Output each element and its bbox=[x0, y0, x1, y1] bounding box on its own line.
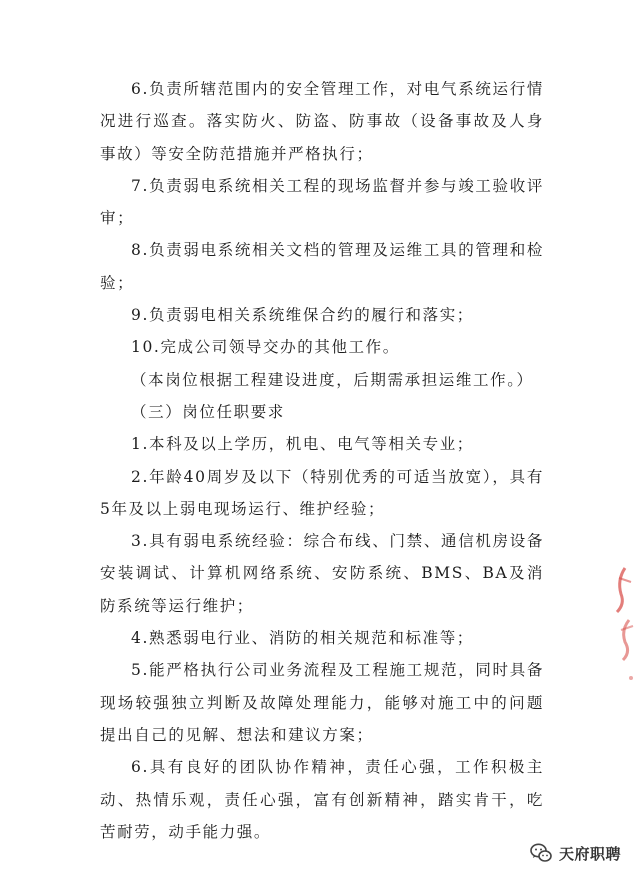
paragraph-duty-8: 8.负责弱电系统相关文档的管理及运维工具的管理和检验； bbox=[100, 241, 544, 292]
paragraph-duty-7: 7.负责弱电系统相关工程的现场监督并参与竣工验收评审； bbox=[100, 176, 544, 228]
watermark bbox=[529, 838, 621, 868]
paragraph-duty-9: 9.负责弱电相关系统维保合约的履行和落实； bbox=[131, 306, 474, 325]
paragraph-req-6: 6.具有良好的团队协作精神，责任心强，工作积极主动、热情乐观，责任心强，富有创新精神，踏实肯干，吃苦耐劳，动手能力强。 bbox=[100, 758, 544, 841]
red-seal-fragment bbox=[595, 560, 635, 700]
paragraph-req-2: 2.年龄40周岁及以下（特别优秀的可适当放宽），具有5年及以上弱电现场运行、维护经验； bbox=[100, 467, 544, 518]
wechat-icon bbox=[529, 841, 553, 865]
paragraph-req-5: 5.能严格执行公司业务流程及工程施工规范，同时具备现场较强独立判断及故障处理能力，能够对施工中的问题提出自己的见解、想法和建议方案； bbox=[100, 661, 544, 744]
paragraph-duty-6: 6.负责所辖范围内的安全管理工作，对电气系统运行情况进行巡查。落实防火、防盗、防事故（设备事故及人身事故）等安全防范措施并严格执行； bbox=[100, 80, 544, 163]
paragraph-req-4: 4.熟悉弱电行业、消防的相关规范和标准等； bbox=[131, 629, 474, 648]
section-heading-requirements: （三）岗位任职要求 bbox=[131, 402, 285, 421]
paragraph-duty-10: 10.完成公司领导交办的其他工作。 bbox=[131, 338, 400, 357]
paragraph-req-3: 3.具有弱电系统经验：综合布线、门禁、通信机房设备安装调试、计算机网络系统、安防系统、BMS、BA及消防系统等运行维护； bbox=[100, 532, 544, 615]
watermark-text: 天府职聘 bbox=[558, 844, 621, 863]
document-body bbox=[100, 73, 544, 848]
paragraph-note: （本岗位根据工程建设进度，后期需承担运维工作。） bbox=[131, 370, 534, 389]
paragraph-req-1: 1.本科及以上学历，机电、电气等相关专业； bbox=[131, 435, 474, 454]
